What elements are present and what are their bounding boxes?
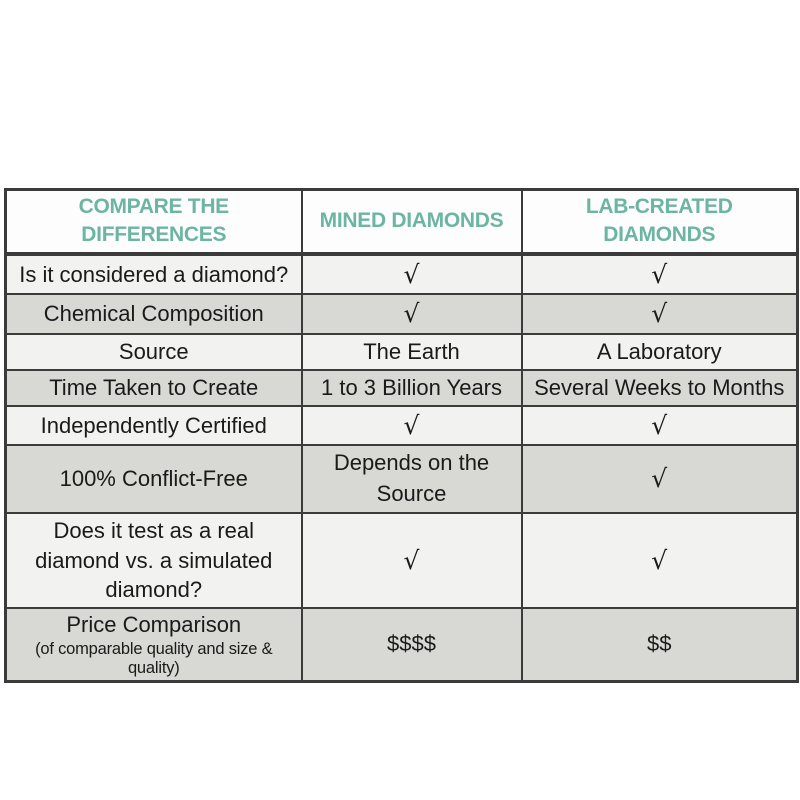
mined-value-cell [302,254,522,295]
table-row-conflict-free [6,445,798,513]
lab-value-cell [522,254,798,295]
row-label-cell: Is it considered a diamond? [6,254,302,295]
header-mined-diamonds: MINED DIAMONDS [302,190,522,254]
header-row [6,190,798,254]
row-label-cell: Independently Certified [6,406,302,446]
lab-value-cell: A Laboratory [522,334,798,370]
table-row-independently-certified [6,406,798,446]
table-row-source [6,334,798,370]
lab-value-cell [522,445,798,513]
row-label-cell [6,608,302,681]
price-comparison-label: Price Comparison [66,611,242,637]
check-mark: √ [403,259,420,289]
row-label-cell: Source [6,334,302,370]
lab-value-cell [522,608,798,681]
mined-value-cell [302,513,522,608]
mined-value-cell [302,406,522,446]
row-label-cell: Chemical Composition [6,294,302,334]
price-mined-value: $$$$ [387,631,436,657]
header-compare-the-differences: COMPARE THE DIFFERENCES [6,190,302,254]
table-row-chemical-composition [6,294,798,334]
lab-value-cell [522,406,798,446]
mined-value-cell [302,445,522,513]
row-label-cell: Time Taken to Create [6,370,302,406]
row-label-cell: 100% Conflict-Free [6,445,302,513]
lab-value-cell [522,294,798,334]
check-mark: √ [403,410,420,440]
check-mark: √ [403,299,420,329]
check-mark: √ [651,410,668,440]
table-row-considered-diamond [6,254,798,295]
check-mark: √ [403,545,420,575]
check-mark: √ [651,259,668,289]
mined-value-cell [302,608,522,681]
check-mark: √ [651,299,668,329]
depends-on-source-text: Depends on the Source [333,450,490,507]
mined-value-cell [302,294,522,334]
table-row-tests-as-real [6,513,798,608]
table-row-time-to-create [6,370,798,406]
price-lab-value: $$ [647,631,672,657]
check-mark: √ [651,464,668,494]
row-label-cell: Does it test as a real diamond vs. a simulated diamond? [6,513,302,608]
mined-value-cell: The Earth [302,334,522,370]
mined-value-cell: 1 to 3 Billion Years [302,370,522,406]
lab-value-cell [522,513,798,608]
price-comparison-sublabel: (of comparable quality and size & quality) [35,639,273,677]
header-lab-created-diamonds: LAB-CREATED DIAMONDS [522,190,798,254]
lab-value-cell: Several Weeks to Months [522,370,798,406]
check-mark: √ [651,545,668,575]
table-row-price-comparison [6,608,798,681]
comparison-table [4,188,799,683]
